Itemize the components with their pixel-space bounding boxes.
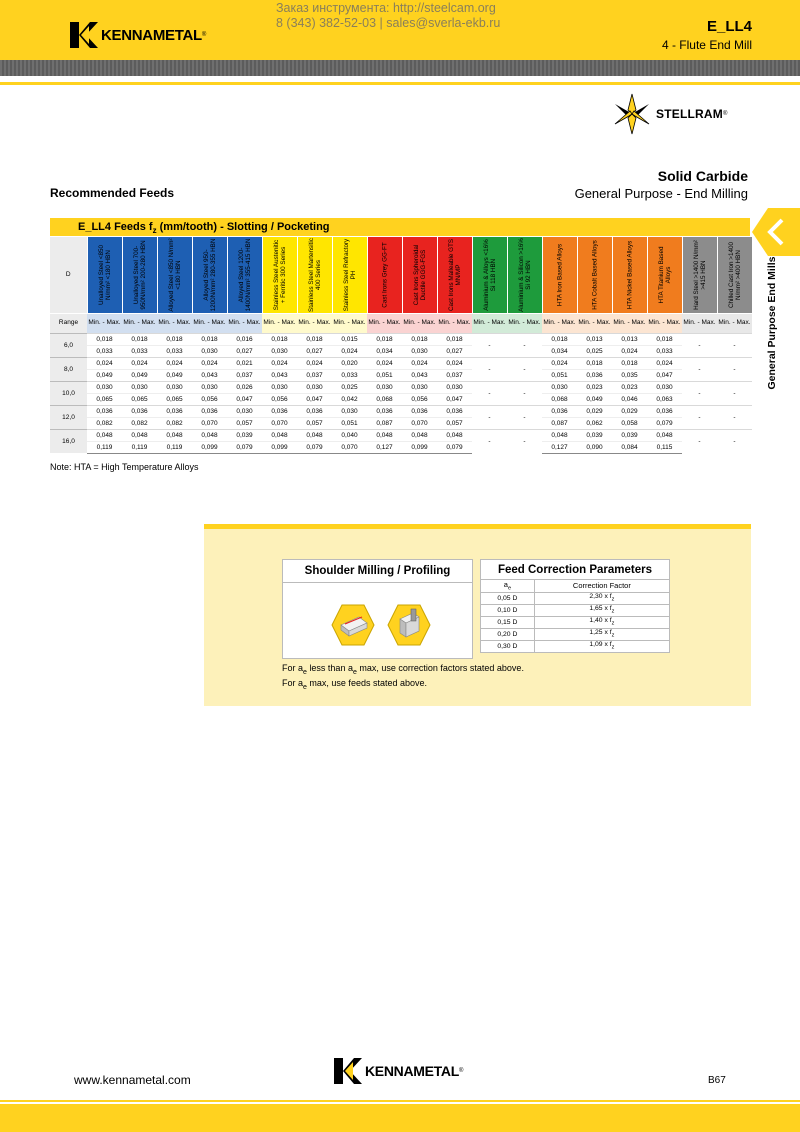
feed-min-cell: 0,036 [367,405,402,417]
range-cell: Min. - Max. [507,313,542,333]
table-row [50,333,752,345]
feed-max-cell: 0,065 [122,393,157,405]
feed-max-cell: 0,087 [542,417,577,429]
feed-min-cell: 0,048 [647,429,682,441]
feed-max-cell: 0,063 [647,393,682,405]
feed-min-cell: 0,030 [332,405,367,417]
feed-min-cell: 0,024 [367,357,402,369]
feed-min-cell: 0,048 [542,429,577,441]
feed-cell: - [717,357,752,381]
feed-min-cell: 0,030 [647,381,682,393]
table-row [50,429,752,441]
feed-max-cell: 0,049 [157,369,192,381]
feed-max-cell: 0,042 [332,393,367,405]
correction-row [481,604,670,616]
feed-max-cell: 0,047 [647,369,682,381]
feed-min-cell: 0,023 [577,381,612,393]
feed-max-cell: 0,068 [367,393,402,405]
feed-max-cell: 0,049 [87,369,122,381]
feed-cell: - [717,429,752,453]
feed-max-cell: 0,068 [542,393,577,405]
order-line-2: 8 (343) 382-52-03 | sales@sverla-ekb.ru [276,16,501,30]
material-header: Stainless Steel Austenitic + Ferritic 300 Series [262,237,297,313]
order-line-1: Заказ инструмента: http://steelcam.org [276,1,496,15]
feed-cell: - [507,429,542,453]
diameter-cell: 10,0 [50,381,87,405]
feed-cell: - [682,333,717,357]
table-row [50,405,752,417]
feed-min-cell: 0,025 [332,381,367,393]
feed-max-cell: 0,079 [227,441,262,453]
range-cell: Min. - Max. [262,313,297,333]
page-number: B67 [708,1075,726,1086]
feed-min-cell: 0,039 [612,429,647,441]
feed-max-cell: 0,087 [367,417,402,429]
feed-min-cell: 0,018 [122,333,157,345]
feed-min-cell: 0,018 [402,333,437,345]
feed-min-cell: 0,024 [647,357,682,369]
feed-max-cell: 0,057 [227,417,262,429]
feed-max-cell: 0,030 [192,345,227,357]
header-gray-band [0,60,800,76]
feed-max-cell: 0,079 [647,417,682,429]
feed-min-cell: 0,018 [262,333,297,345]
feed-max-cell: 0,058 [612,417,647,429]
feeds-table-title: E_LL4 Feeds $f_z$ (mm/tooth) - Slotting / Pocketing [50,218,750,236]
feed-max-cell: 0,030 [262,345,297,357]
feed-min-cell: 0,030 [87,381,122,393]
feed-min-cell: 0,048 [297,429,332,441]
feed-min-cell: 0,048 [87,429,122,441]
correction-factor-value: 1,65 x $f_z$ [534,604,669,616]
correction-factor-value: 1,09 x $f_z$ [534,640,669,652]
correction-row [481,640,670,652]
feed-max-cell: 0,047 [297,393,332,405]
feed-min-cell: 0,030 [297,381,332,393]
material-header: Alloyed Steel 1200-1400N/mm² 355-415 HBN [227,237,262,313]
material-header: Chilled Cast Iron >1400 N/mm² >400 HBN [717,237,752,313]
feed-max-cell: 0,043 [192,369,227,381]
feed-min-cell: 0,018 [157,333,192,345]
range-cell: Min. - Max. [367,313,402,333]
feed-min-cell: 0,024 [192,357,227,369]
feed-cell: - [682,381,717,405]
feed-min-cell: 0,030 [262,381,297,393]
correction-factor-value: 1,40 x $f_z$ [534,616,669,628]
feed-max-cell: 0,065 [87,393,122,405]
feed-min-cell: 0,036 [542,405,577,417]
feed-cell: - [507,405,542,429]
shoulder-milling-title: Shoulder Milling / Profiling [283,560,472,583]
correction-note-line-2: For $a_e$ max, use feeds stated above. [282,677,427,691]
footer-url[interactable]: www.kennametal.com [74,1073,191,1087]
material-header: Stainless Steel Refractory PH [332,237,367,313]
feed-min-cell: 0,024 [297,357,332,369]
feed-max-cell: 0,033 [122,345,157,357]
table-row [50,417,752,429]
product-code: E_LL4 [706,18,752,35]
material-header: Cast Irons Malleable GTS MN/MP [437,237,472,313]
feed-min-cell: 0,016 [227,333,262,345]
feed-cell: - [472,381,507,405]
range-cell: Min. - Max. [577,313,612,333]
feed-max-cell: 0,033 [332,369,367,381]
feed-min-cell: 0,036 [297,405,332,417]
feed-max-cell: 0,065 [157,393,192,405]
feed-max-cell: 0,115 [647,441,682,453]
feed-max-cell: 0,079 [297,441,332,453]
feed-min-cell: 0,030 [122,381,157,393]
correction-factor-header: Correction Factor [534,580,669,593]
feed-max-cell: 0,033 [157,345,192,357]
feed-max-cell: 0,082 [87,417,122,429]
feed-min-cell: 0,048 [262,429,297,441]
stellram-wordmark: STELLRAM [656,107,723,121]
feed-max-cell: 0,084 [612,441,647,453]
feed-max-cell: 0,070 [262,417,297,429]
feed-max-cell: 0,099 [262,441,297,453]
material-header: Aluminium & Silicon >16% Si 92 HBN [507,237,542,313]
feed-min-cell: 0,018 [542,333,577,345]
feed-max-cell: 0,034 [542,345,577,357]
feed-max-cell: 0,024 [332,345,367,357]
feed-min-cell: 0,029 [577,405,612,417]
feed-max-cell: 0,070 [332,441,367,453]
feed-min-cell: 0,018 [437,333,472,345]
feed-min-cell: 0,048 [157,429,192,441]
feed-max-cell: 0,033 [647,345,682,357]
feed-max-cell: 0,056 [402,393,437,405]
footer-band [0,1104,800,1132]
feed-min-cell: 0,036 [437,405,472,417]
material-header: Alloyed Steel <850 N/mm² <180 HBN [157,237,192,313]
diameter-cell: 8,0 [50,357,87,381]
feed-cell: - [682,429,717,453]
range-cell: Min. - Max. [87,313,122,333]
feed-min-cell: 0,021 [227,357,262,369]
correction-row [481,616,670,628]
correction-factor-value: 2,30 x $f_z$ [534,592,669,604]
ae-value: 0,20 D [481,628,535,640]
feed-max-cell: 0,043 [262,369,297,381]
feed-min-cell: 0,036 [192,405,227,417]
range-cell: Min. - Max. [122,313,157,333]
hta-note: Note: HTA = High Temperature Alloys [50,462,199,472]
feed-cell: - [507,333,542,357]
feed-cell: - [472,333,507,357]
table-row [50,393,752,405]
ae-value: 0,30 D [481,640,535,652]
recommended-feeds-heading: Recommended Feeds [50,186,175,200]
range-cell: Min. - Max. [437,313,472,333]
feed-max-cell: 0,057 [437,417,472,429]
kennametal-wordmark: KENNAMETAL [101,26,202,44]
feed-max-cell: 0,027 [297,345,332,357]
feed-max-cell: 0,057 [297,417,332,429]
feed-max-cell: 0,119 [122,441,157,453]
table-row [50,441,752,453]
material-header: HTA Iron Based Alloys [542,237,577,313]
feed-min-cell: 0,024 [157,357,192,369]
feed-min-cell: 0,018 [367,333,402,345]
feed-max-cell: 0,062 [577,417,612,429]
feed-min-cell: 0,030 [542,381,577,393]
table-row [50,369,752,381]
material-header: Unalloyed Steel 700-950N/mm² 200-280 HBN [122,237,157,313]
feed-max-cell: 0,024 [612,345,647,357]
feed-min-cell: 0,030 [367,381,402,393]
feed-min-cell: 0,030 [157,381,192,393]
range-cell: Min. - Max. [157,313,192,333]
feed-max-cell: 0,099 [402,441,437,453]
feed-max-cell: 0,047 [227,393,262,405]
feed-min-cell: 0,024 [437,357,472,369]
material-header: Alloyed Steel 950-1200N/mm² 280-355 HBN [192,237,227,313]
range-cell: Min. - Max. [297,313,332,333]
d-header: D [50,237,87,313]
feed-max-cell: 0,036 [577,369,612,381]
feed-cell: - [507,381,542,405]
range-cell: Min. - Max. [332,313,367,333]
feed-min-cell: 0,026 [227,381,262,393]
feed-min-cell: 0,036 [647,405,682,417]
feed-min-cell: 0,023 [612,381,647,393]
feed-min-cell: 0,048 [367,429,402,441]
feed-max-cell: 0,051 [367,369,402,381]
order-contact [276,1,500,31]
feed-max-cell: 0,034 [367,345,402,357]
range-label: Range [50,313,87,333]
feed-min-cell: 0,030 [402,381,437,393]
feed-min-cell: 0,036 [157,405,192,417]
feed-min-cell: 0,018 [647,333,682,345]
feeds-table [50,237,752,454]
profiling-icon [387,603,431,647]
feed-min-cell: 0,013 [612,333,647,345]
general-purpose-subtitle: General Purpose - End Milling [574,186,748,201]
feed-min-cell: 0,018 [577,357,612,369]
side-section-label: General Purpose End Mills [766,256,778,390]
feed-max-cell: 0,079 [437,441,472,453]
feed-cell: - [682,357,717,381]
solid-carbide-title: Solid Carbide [657,168,748,184]
feed-min-cell: 0,036 [262,405,297,417]
feed-max-cell: 0,049 [577,393,612,405]
feed-max-cell: 0,037 [437,369,472,381]
feed-max-cell: 0,043 [402,369,437,381]
feed-min-cell: 0,024 [542,357,577,369]
correction-row [481,628,670,640]
feed-cell: - [717,405,752,429]
footer-kennametal-wordmark: KENNAMETAL [365,1063,459,1079]
feed-max-cell: 0,051 [332,417,367,429]
range-cell: Min. - Max. [717,313,752,333]
feed-min-cell: 0,024 [122,357,157,369]
feed-min-cell: 0,018 [612,357,647,369]
feed-max-cell: 0,127 [542,441,577,453]
feed-max-cell: 0,119 [87,441,122,453]
footer-kennametal-k-icon [334,1058,362,1084]
material-header: HTA Nickel Based Alloys [612,237,647,313]
feed-max-cell: 0,037 [297,369,332,381]
ae-value: 0,05 D [481,592,535,604]
range-cell: Min. - Max. [227,313,262,333]
feed-max-cell: 0,051 [542,369,577,381]
feed-max-cell: 0,025 [577,345,612,357]
feed-max-cell: 0,047 [437,393,472,405]
feed-cell: - [472,429,507,453]
material-header: HTA Cobalt Based Alloys [577,237,612,313]
feed-min-cell: 0,013 [577,333,612,345]
feed-min-cell: 0,030 [192,381,227,393]
correction-note [282,663,524,693]
feed-max-cell: 0,082 [157,417,192,429]
kennametal-logo: KENNAMETAL ® [70,22,206,48]
feed-min-cell: 0,024 [402,357,437,369]
feed-min-cell: 0,024 [87,357,122,369]
feed-min-cell: 0,048 [192,429,227,441]
material-header: Unalloyed Steel <850 N/mm² <180 HBN [87,237,122,313]
feed-cell: - [682,405,717,429]
ae-value: 0,15 D [481,616,535,628]
range-cell: Min. - Max. [542,313,577,333]
feed-min-cell: 0,029 [612,405,647,417]
feed-min-cell: 0,020 [332,357,367,369]
material-header: Hard Steel >1400 N/mm² >415 HBN [682,237,717,313]
ae-header: $a_e$ [481,580,535,593]
feed-min-cell: 0,018 [297,333,332,345]
feed-min-cell: 0,030 [437,381,472,393]
feed-max-cell: 0,035 [612,369,647,381]
kennametal-k-icon [70,22,98,48]
feed-min-cell: 0,030 [227,405,262,417]
feed-max-cell: 0,037 [227,369,262,381]
ae-value: 0,10 D [481,604,535,616]
feed-cell: - [717,333,752,357]
feed-max-cell: 0,033 [87,345,122,357]
range-cell: Min. - Max. [402,313,437,333]
feed-min-cell: 0,036 [402,405,437,417]
stellram-logo: STELLRAM ® [614,92,727,136]
feed-max-cell: 0,090 [577,441,612,453]
feed-cell: - [717,381,752,405]
feed-max-cell: 0,056 [192,393,227,405]
range-cell: Min. - Max. [612,313,647,333]
feed-min-cell: 0,039 [227,429,262,441]
table-row [50,357,752,369]
feed-min-cell: 0,048 [402,429,437,441]
feed-min-cell: 0,015 [332,333,367,345]
feed-max-cell: 0,082 [122,417,157,429]
feed-max-cell: 0,070 [192,417,227,429]
feed-min-cell: 0,018 [87,333,122,345]
feed-min-cell: 0,036 [122,405,157,417]
feed-max-cell: 0,030 [402,345,437,357]
range-cell: Min. - Max. [472,313,507,333]
table-row [50,381,752,393]
feed-max-cell: 0,099 [192,441,227,453]
correction-factor-value: 1,25 x $f_z$ [534,628,669,640]
product-name: 4 - Flute End Mill [661,38,752,52]
feed-max-cell: 0,027 [437,345,472,357]
feed-min-cell: 0,040 [332,429,367,441]
material-header: Cast Irons Grey GG-FT [367,237,402,313]
feed-max-cell: 0,049 [122,369,157,381]
shoulder-milling-box [282,559,473,659]
feed-cell: - [507,357,542,381]
feed-max-cell: 0,056 [262,393,297,405]
correction-row [481,592,670,604]
feed-correction-title: Feed Correction Parameters [481,560,670,580]
feed-min-cell: 0,024 [262,357,297,369]
side-tab-chevron-icon [752,208,800,256]
diameter-cell: 6,0 [50,333,87,357]
feed-min-cell: 0,039 [577,429,612,441]
feed-cell: - [472,405,507,429]
feed-min-cell: 0,048 [437,429,472,441]
feed-max-cell: 0,046 [612,393,647,405]
correction-note-line-1: For $a_e$ less than $a_e$ max, use correction factors stated above. [282,663,524,676]
diameter-cell: 12,0 [50,405,87,429]
feed-min-cell: 0,018 [192,333,227,345]
material-header: Aluminium & Alloys <16% Si 118 HBN [472,237,507,313]
feed-min-cell: 0,048 [122,429,157,441]
material-header: Cast Irons Spheroidal Ductile GGG-FGS [402,237,437,313]
feed-max-cell: 0,127 [367,441,402,453]
diameter-cell: 16,0 [50,429,87,453]
feed-correction-table [480,559,670,653]
stellram-star-icon [614,92,650,136]
feed-max-cell: 0,027 [227,345,262,357]
table-row [50,345,752,357]
feed-cell: - [472,357,507,381]
feed-min-cell: 0,036 [87,405,122,417]
material-header: Stainless Steel Martensitic 400 Series [297,237,332,313]
range-cell: Min. - Max. [682,313,717,333]
range-cell: Min. - Max. [192,313,227,333]
footer-kennametal-logo: KENNAMETAL ® [334,1058,463,1084]
material-header: HTA Titanium Based Alloys [647,237,682,313]
shoulder-milling-icon [331,603,375,647]
feed-max-cell: 0,070 [402,417,437,429]
feed-max-cell: 0,119 [157,441,192,453]
range-cell: Min. - Max. [647,313,682,333]
